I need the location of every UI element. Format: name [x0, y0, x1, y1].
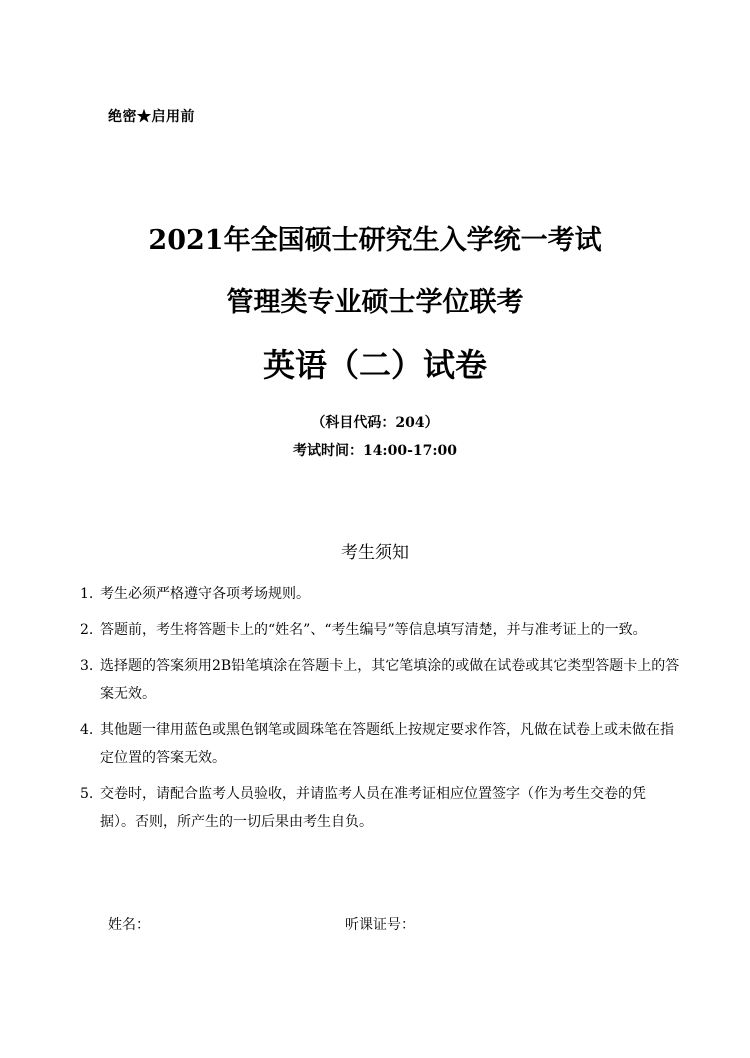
notice-rules-list [80, 580, 680, 844]
subject-code: （科目代码：204） [311, 415, 439, 431]
rule-text: 交卷时，请配合监考人员验收，并请监考人员在准考证相应位置签字（作为考生交卷的凭据）。否则，所产生的一切后果由考生自负。 [100, 786, 646, 830]
notice-rule [80, 616, 680, 644]
exam-subtitle: 管理类专业硕士学位联考 [226, 287, 524, 318]
rule-text: 选择题的答案须用2B铅笔填涂在答题卡上，其它笔填涂的或做在试卷或其它类型答题卡上的答案无效。 [100, 658, 680, 702]
notice-rule [80, 780, 680, 836]
name-field-label: 姓名： [108, 917, 150, 933]
notice-rule [80, 580, 680, 608]
exam-title: 2021年全国硕士研究生入学统一考试 [148, 225, 602, 256]
rule-number: 2. [80, 622, 94, 638]
notice-rule [80, 716, 680, 772]
notice-rule [80, 652, 680, 708]
rule-text: 其他题一律用蓝色或黑色钢笔或圆珠笔在答题纸上按规定要求作答，凡做在试卷上或未做在指定位置的答案无效。 [100, 722, 674, 766]
course-id-field-label: 听课证号： [345, 917, 415, 933]
rule-number: 5. [80, 786, 94, 802]
rule-number: 3. [80, 658, 94, 674]
confidential-label: 绝密★启用前 [108, 109, 195, 125]
paper-title: 英语（二）试卷 [262, 346, 487, 384]
rule-number: 1. [80, 586, 94, 602]
rule-text: 考生必须严格遵守各项考场规则。 [100, 586, 310, 602]
notice-heading: 考生须知 [341, 543, 409, 563]
exam-time: 考试时间：14:00-17:00 [292, 443, 458, 459]
rule-number: 4. [80, 722, 94, 738]
rule-text: 答题前，考生将答题卡上的“姓名”、“考生编号”等信息填写清楚，并与准考证上的一致。 [100, 622, 647, 638]
